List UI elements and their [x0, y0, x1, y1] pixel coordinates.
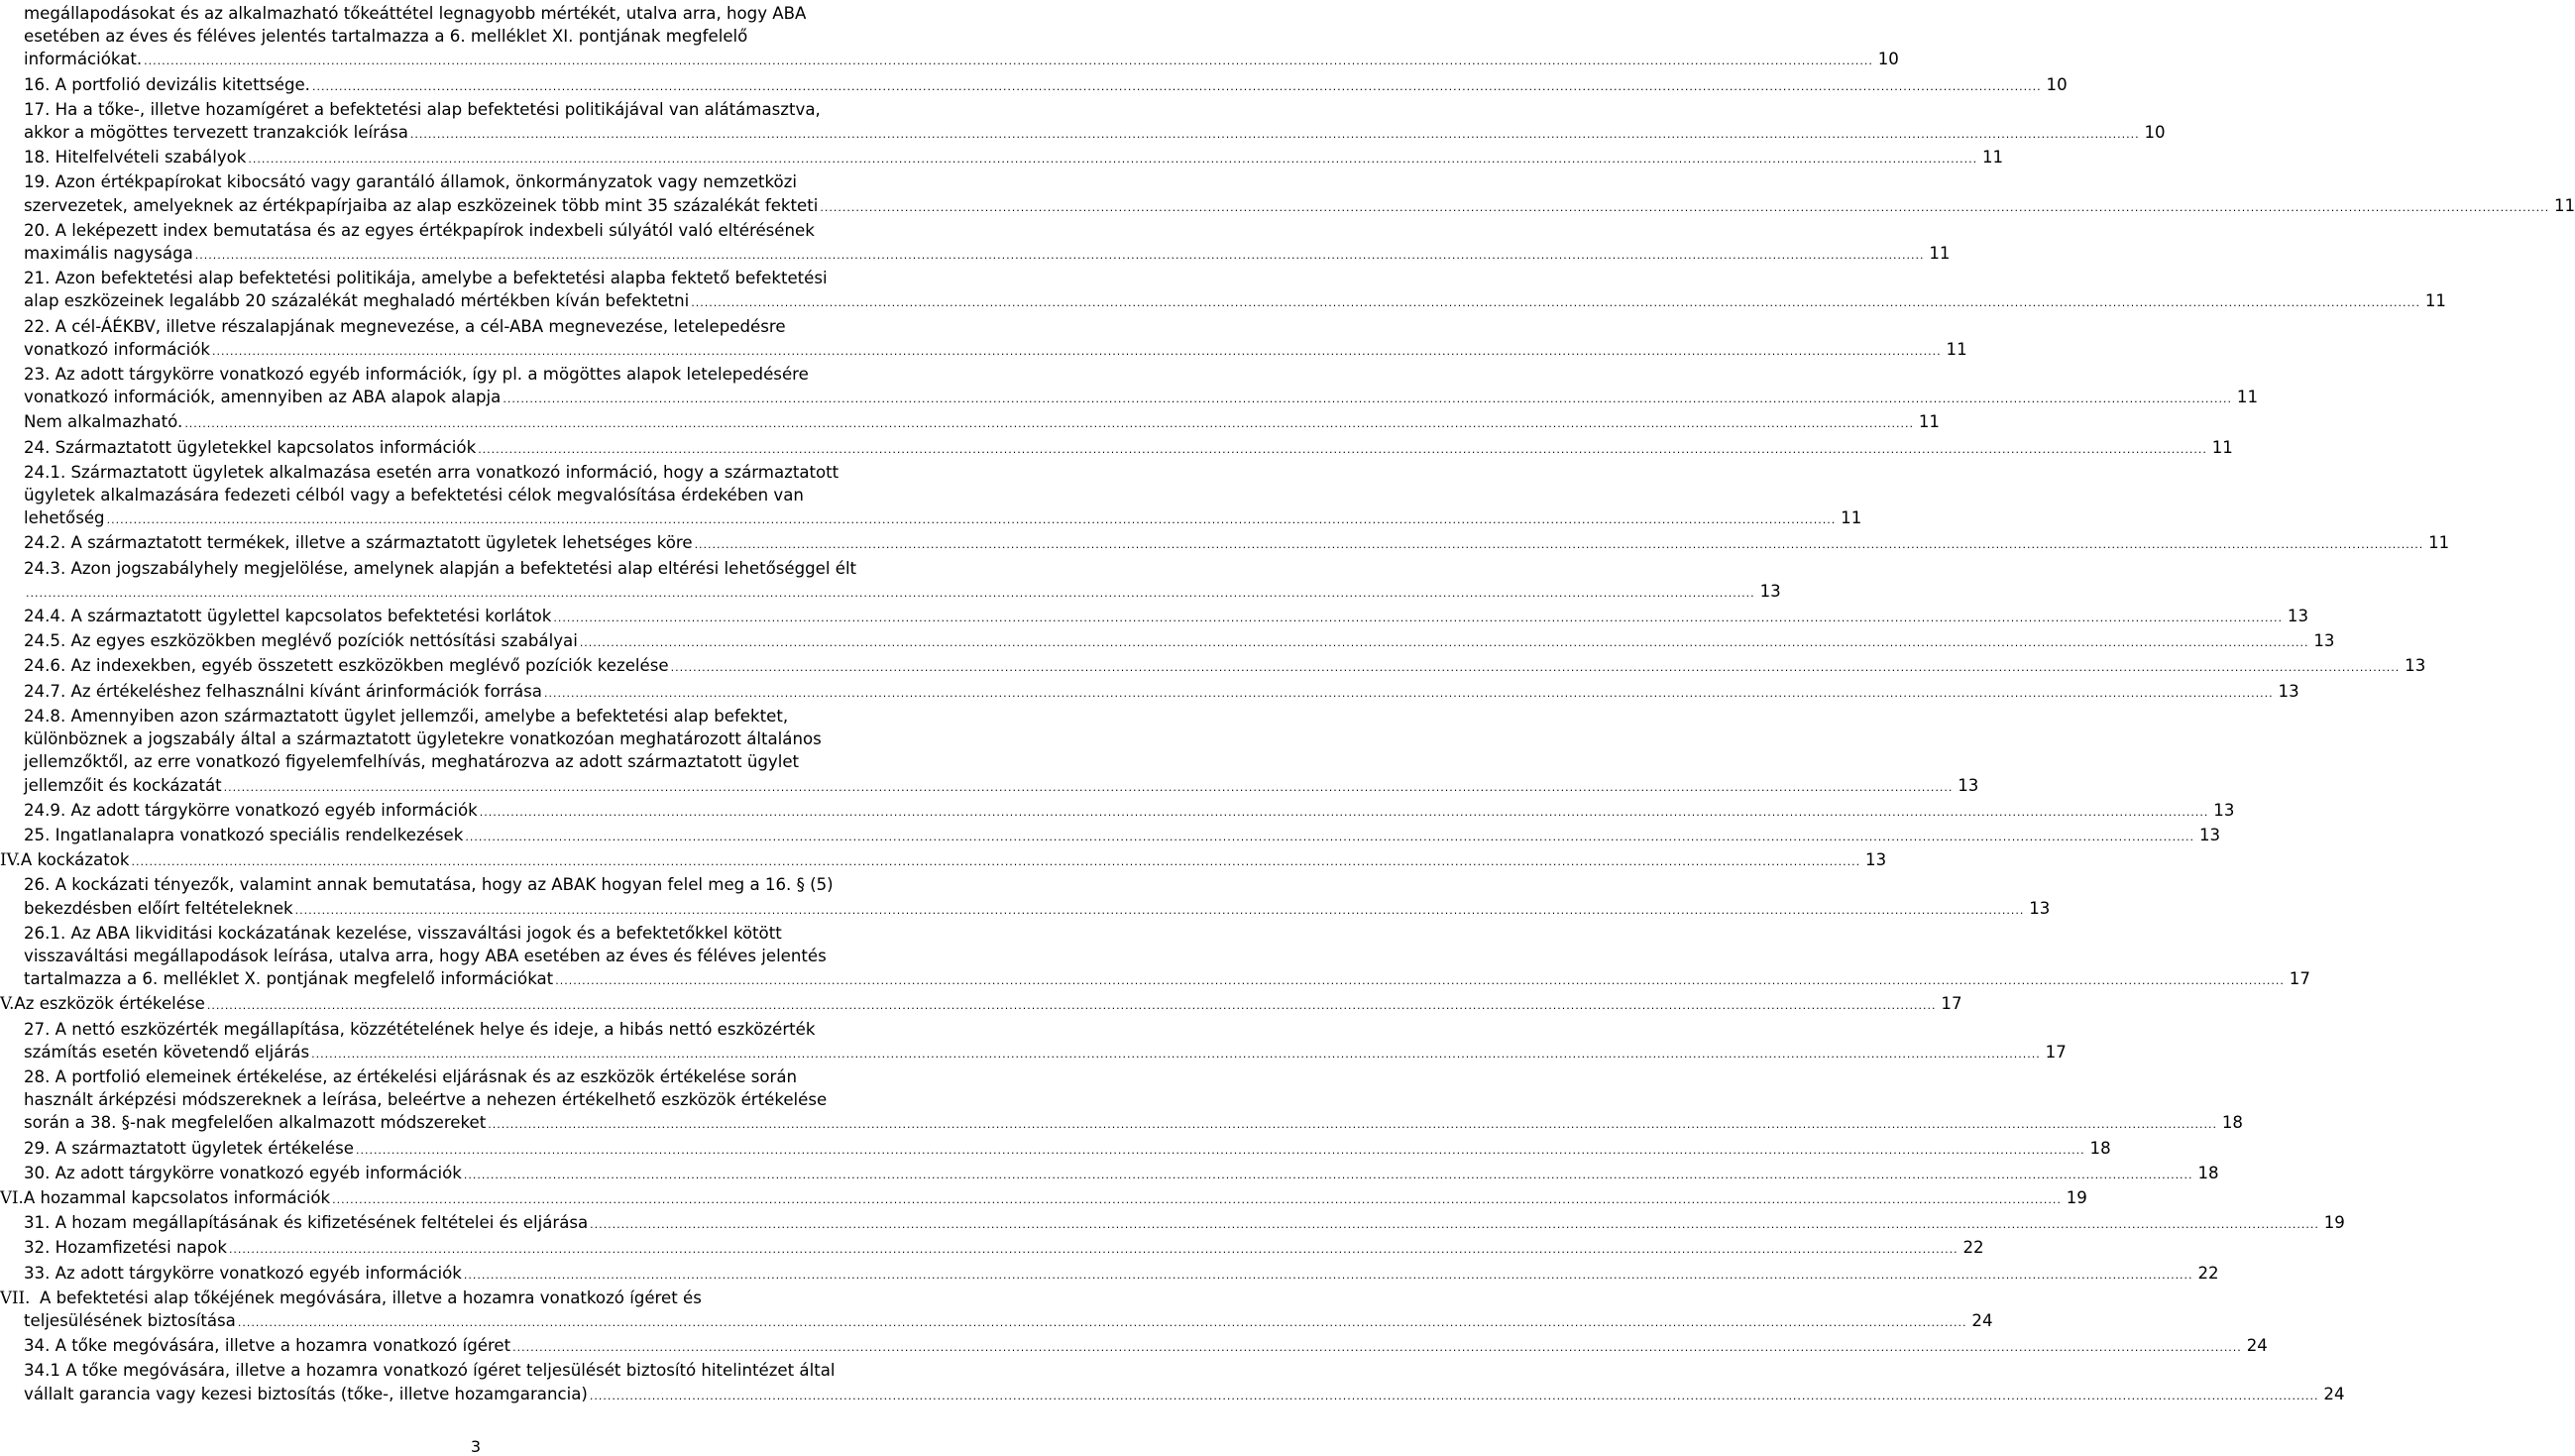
- toc-entry[interactable]: [24, 436, 2233, 461]
- toc-entry-last-line: [24, 531, 2450, 556]
- toc-entry-text: lehetőség: [24, 508, 105, 528]
- toc-entry-last-line: [24, 1041, 2067, 1065]
- page-number: 3: [470, 1437, 482, 1456]
- toc-entry[interactable]: [24, 1065, 2243, 1137]
- toc-entry-last-line: [24, 774, 1979, 799]
- toc-entry-text: 26.1. Az ABA likviditási kockázatának kezelése, visszaváltási jogok és a befektetőkkel kötött: [24, 923, 782, 943]
- toc-entry[interactable]: [24, 557, 1781, 605]
- dot-leader: [229, 1238, 1959, 1261]
- toc-page-number: 24: [2246, 1336, 2268, 1356]
- toc-entry-text: 24.4. A származtatott ügylettel kapcsolatos befektetési korlátok: [24, 607, 552, 626]
- toc-entry[interactable]: [24, 799, 2235, 824]
- toc-entry-text: 17. Ha a tőke-, illetve hozamígéret a befektetési alap befektetési politikájával van alátámasztva,: [24, 99, 821, 119]
- toc-entry-text: 33. Az adott tárgykörre vonatkozó egyéb információk: [24, 1263, 462, 1283]
- toc-entry-last-line: [24, 1236, 1984, 1261]
- dot-leader: [555, 969, 2285, 992]
- dot-leader: [553, 607, 2283, 629]
- toc-page-number: 19: [2323, 1213, 2345, 1233]
- toc-entry[interactable]: [24, 654, 2426, 679]
- toc-page-number: 13: [1865, 850, 1887, 870]
- toc-entry-last-line: [24, 967, 2310, 992]
- chapter-roman-numeral: IV.: [0, 850, 21, 870]
- dot-leader: [480, 801, 2209, 824]
- toc-entry[interactable]: [24, 1236, 1984, 1261]
- toc-entry-text: 24.1. Származtatott ügyletek alkalmazása esetén arra vonatkozó információ, hogy a származtatott: [24, 462, 840, 482]
- toc-entry-text: esetében az éves és féléves jelentés tartalmazza a 6. melléklet XI. pontjának megfelelő: [24, 27, 748, 47]
- dot-leader: [224, 776, 1954, 799]
- toc-entry-line: [24, 1065, 952, 1088]
- toc-entry-last-line: [24, 1309, 1993, 1334]
- toc-entry[interactable]: [24, 824, 2221, 848]
- toc-entry-last-line: [24, 194, 2575, 219]
- toc-entry-text: 23. Az adott tárgykörre vonatkozó egyéb információk, így pl. a mögöttes alapok letelepedésére: [24, 365, 809, 385]
- toc-page-number: 13: [2278, 681, 2299, 701]
- dot-leader: [512, 1336, 2242, 1359]
- dot-leader: [207, 994, 1937, 1017]
- dot-leader: [590, 1213, 2319, 1236]
- toc-page-number: 13: [2287, 607, 2309, 626]
- toc-entry-text: jellemzőit és kockázatát: [24, 775, 222, 795]
- toc-entry-text: vállalt garancia vagy kezesi biztosítás (tőke-, illetve hozamgarancia): [24, 1384, 588, 1403]
- toc-entry-last-line: [24, 506, 1862, 531]
- toc-entry-text: Nem alkalmazható.: [24, 412, 183, 432]
- toc-chapter-entry[interactable]: [0, 1186, 2087, 1211]
- toc-entry[interactable]: [24, 605, 2309, 629]
- toc-entry-last-line: [24, 629, 2335, 654]
- dot-leader: [248, 148, 1977, 170]
- toc-entry-last-line: [24, 1334, 2268, 1359]
- toc-entry-line: [24, 484, 952, 506]
- toc-page-number: 17: [2045, 1042, 2067, 1062]
- toc-entry-text: maximális nagysága: [24, 244, 193, 264]
- dot-leader: [311, 1043, 2041, 1065]
- toc-entry-line: [24, 1088, 952, 1111]
- toc-entry-last-line: [0, 1186, 2087, 1211]
- toc-entry-text: 25. Ingatlanalapra vonatkozó speciális rendelkezések: [24, 825, 464, 844]
- toc-entry-text: 34. A tőke megóvására, illetve a hozamra vonatkozó ígéret: [24, 1336, 511, 1356]
- toc-entry-text: számítás esetén követendő eljárás: [24, 1042, 310, 1062]
- toc-entry-text: információkat.: [24, 50, 143, 69]
- toc-entry-text: 24.2. A származtatott termékek, illetve a származtatott ügyletek lehetséges köre: [24, 533, 693, 553]
- toc-page-number: 13: [1958, 775, 1979, 795]
- dot-leader: [238, 1311, 1967, 1334]
- toc-page-number: 18: [2089, 1138, 2111, 1158]
- dot-leader: [410, 123, 2140, 146]
- toc-entry-line: [24, 2, 952, 25]
- toc-page-number: 10: [2046, 74, 2068, 94]
- dot-leader: [465, 826, 2194, 848]
- toc-page-number: 11: [1981, 148, 2004, 168]
- toc-entry-text: 29. A származtatott ügyletek értékelése: [24, 1138, 354, 1158]
- toc-entry-text: 30. Az adott tárgykörre vonatkozó egyéb információk: [24, 1163, 462, 1182]
- toc-entry-last-line: [24, 73, 2068, 98]
- dot-leader: [195, 244, 1925, 267]
- toc-page-number: 18: [2221, 1113, 2243, 1133]
- chapter-roman-numeral: VI.: [0, 1187, 24, 1207]
- toc-entry-line: [24, 705, 952, 728]
- dot-leader: [478, 438, 2207, 461]
- table-of-contents: [0, 2, 2575, 1407]
- toc-entry-last-line: [24, 1211, 2345, 1236]
- toc-entry-last-line: [24, 580, 1781, 605]
- toc-entry[interactable]: [24, 1018, 2067, 1065]
- toc-entry-last-line: [24, 1262, 2219, 1287]
- toc-entry[interactable]: [24, 410, 1940, 435]
- toc-entry-last-line: [24, 410, 1940, 435]
- toc-entry[interactable]: [24, 170, 2575, 218]
- dot-leader: [212, 340, 1942, 363]
- toc-page-number: 11: [2428, 533, 2450, 553]
- toc-entry[interactable]: [24, 873, 2051, 921]
- dot-leader: [544, 682, 2274, 705]
- toc-entry-text: 24.8. Amennyiben azon származtatott ügylet jellemzői, amelybe a befektetési alap befektet,: [24, 706, 789, 726]
- toc-entry-last-line: [0, 848, 1887, 873]
- toc-entry-text: 24.9. Az adott tárgykörre vonatkozó egyéb információk: [24, 800, 478, 820]
- toc-chapter-entry[interactable]: [0, 848, 1887, 873]
- toc-entry-last-line: [24, 824, 2221, 848]
- toc-page-number: 13: [2405, 656, 2426, 676]
- chapter-roman-numeral: VII.: [0, 1288, 31, 1307]
- toc-entry-text: különböznek a jogszabály által a származtatott ügyletekre vonatkozóan meghatározott általános: [24, 729, 822, 749]
- toc-entry-last-line: [24, 289, 2446, 314]
- toc-entry-text: 21. Azon befektetési alap befektetési politikája, amelybe a befektetési alapba fektető befektetési: [24, 269, 828, 288]
- toc-entry[interactable]: [24, 146, 2004, 170]
- toc-entry-text: jellemzőktől, az erre vonatkozó figyelemfelhívás, meghatározva az adott származtatott ügylet: [24, 752, 800, 772]
- toc-entry-line: [24, 25, 952, 48]
- toc-entry[interactable]: [24, 73, 2068, 98]
- toc-entry-line: [24, 1018, 952, 1041]
- toc-page-number: 11: [2424, 291, 2446, 311]
- toc-entry-text: Az eszközök értékelése: [14, 994, 205, 1014]
- toc-entry-last-line: [24, 799, 2235, 824]
- toc-entry-text: 24.7. Az értékeléshez felhasználni kívánt árinformációk forrása: [24, 681, 542, 701]
- toc-entry-line: [24, 315, 952, 338]
- toc-page-number: 11: [1918, 412, 1940, 432]
- toc-entry[interactable]: [24, 2, 1899, 73]
- toc-entry[interactable]: [24, 315, 1967, 363]
- toc-entry[interactable]: [24, 922, 2310, 993]
- toc-page-number: 11: [1946, 339, 1967, 359]
- toc-chapter-entry[interactable]: [0, 992, 1962, 1017]
- toc-page-number: 10: [1877, 50, 1899, 69]
- toc-entry-line: [24, 1359, 952, 1382]
- toc-entry-text: tartalmazza a 6. melléklet X. pontjának megfelelő információkat: [24, 969, 554, 989]
- toc-entry[interactable]: [24, 1359, 2345, 1406]
- dot-leader: [144, 50, 1873, 72]
- toc-entry-text: 28. A portfolió elemeinek értékelése, az értékelési eljárásnak és az eszközök értékelése során: [24, 1066, 798, 1086]
- toc-entry-line: [24, 945, 952, 967]
- toc-entry[interactable]: [24, 680, 2299, 705]
- toc-entry-last-line: [24, 1162, 2219, 1186]
- toc-entry-last-line: [24, 48, 1899, 72]
- dot-leader: [464, 1164, 2193, 1186]
- toc-entry-last-line: [24, 1137, 2111, 1162]
- toc-page-number: 17: [2289, 969, 2310, 989]
- toc-page-number: 11: [2236, 388, 2259, 407]
- toc-entry-last-line: [0, 992, 1962, 1017]
- toc-entry-last-line: [24, 605, 2309, 629]
- toc-entry-text: 31. A hozam megállapításának és kifizetésének feltételei és eljárása: [24, 1213, 589, 1233]
- toc-entry-last-line: [24, 680, 2299, 705]
- toc-page-number: 19: [2066, 1187, 2087, 1207]
- dot-leader: [184, 412, 1914, 435]
- toc-entry-text: A befektetési alap tőkéjének megóvására, illetve a hozamra vonatkozó ígéret és: [40, 1288, 702, 1307]
- toc-entry[interactable]: [24, 1137, 2111, 1162]
- dot-leader: [26, 582, 1755, 605]
- toc-page-number: 22: [1962, 1238, 1984, 1258]
- toc-entry-last-line: [24, 146, 2004, 170]
- toc-entry-last-line: [24, 121, 2166, 146]
- toc-entry-text: alap eszközeinek legalább 20 százalékát meghaladó mértékben kíván befektetni: [24, 291, 690, 311]
- toc-entry[interactable]: [24, 98, 2166, 146]
- toc-entry[interactable]: [24, 363, 2259, 410]
- toc-page-number: 10: [2144, 123, 2166, 143]
- toc-entry-text: bekezdésben előírt feltételeknek: [24, 898, 293, 918]
- toc-entry-text: 26. A kockázati tényezők, valamint annak bemutatása, hogy az ABAK hogyan felel meg a 16. § (5): [24, 875, 834, 895]
- toc-entry-text: A hozammal kapcsolatos információk: [23, 1187, 331, 1207]
- toc-page-number: 22: [2197, 1263, 2219, 1283]
- toc-page-number: 13: [2198, 825, 2221, 844]
- toc-entry-text: 27. A nettó eszközérték megállapítása, közzétételének helye és ideje, a hibás nettó eszközérték: [24, 1019, 816, 1039]
- toc-entry-text: A kockázatok: [20, 850, 130, 870]
- toc-page-number: 17: [1941, 994, 1962, 1014]
- toc-entry-last-line: [24, 1111, 2243, 1136]
- toc-entry[interactable]: [24, 219, 1951, 267]
- dot-leader: [356, 1139, 2085, 1162]
- toc-entry[interactable]: [24, 1211, 2345, 1236]
- toc-entry-text: megállapodásokat és az alkalmazható tőkeáttétel legnagyobb mértékét, utalva arra, hogy ABA: [24, 4, 807, 23]
- toc-entry-last-line: [24, 1383, 2345, 1407]
- toc-page-number: 11: [1929, 244, 1951, 264]
- toc-entry-line: [24, 750, 952, 773]
- toc-entry-last-line: [24, 654, 2426, 679]
- chapter-roman-numeral: V.: [0, 994, 15, 1014]
- toc-entry-text: 19. Azon értékpapírokat kibocsátó vagy garantáló államok, önkormányzatok vagy nemzetközi: [24, 172, 797, 192]
- toc-chapter-entry[interactable]: [0, 1287, 1993, 1334]
- toc-page-number: 13: [2313, 631, 2335, 651]
- toc-entry-text: 22. A cél-ÁÉKBV, illetve részalapjának megnevezése, a cél-ABA megnevezése, letelepedésre: [24, 316, 786, 336]
- toc-entry-line: [24, 728, 952, 750]
- toc-page-number: 11: [2211, 437, 2233, 457]
- toc-entry-line: [24, 98, 952, 121]
- toc-entry-text: visszaváltási megállapodások leírása, utalva arra, hogy ABA esetében az éves és féléves jelentés: [24, 946, 827, 965]
- dot-leader: [464, 1264, 2193, 1287]
- dot-leader: [107, 508, 1837, 531]
- dot-leader: [695, 533, 2424, 556]
- toc-entry-text: vonatkozó információk, amennyiben az ABA alapok alapja: [24, 388, 502, 407]
- dot-leader: [131, 850, 1860, 873]
- toc-entry-text: 24.6. Az indexekben, egyéb összetett eszközökben meglévő pozíciók kezelése: [24, 656, 669, 676]
- toc-entry[interactable]: [24, 629, 2335, 654]
- toc-entry[interactable]: [24, 1162, 2219, 1186]
- toc-entry[interactable]: [24, 531, 2450, 556]
- toc-entry-text: 16. A portfolió devizális kitettsége.: [24, 74, 310, 94]
- toc-entry-text: 24.5. Az egyes eszközökben meglévő pozíciók nettósítási szabályai: [24, 631, 578, 651]
- toc-page-number: 24: [1971, 1310, 1993, 1330]
- toc-page-number: 18: [2197, 1163, 2219, 1182]
- toc-page-number: 24: [2323, 1384, 2345, 1403]
- dot-leader: [503, 388, 2232, 410]
- toc-entry-last-line: [24, 897, 2051, 922]
- toc-entry-text: akkor a mögöttes tervezett tranzakciók leírása: [24, 123, 408, 143]
- toc-entry-text: 32. Hozamfizetési napok: [24, 1238, 227, 1258]
- toc-entry[interactable]: [24, 705, 1979, 799]
- toc-page-number: 13: [2029, 898, 2051, 918]
- toc-entry-line: [24, 267, 952, 289]
- dot-leader: [691, 291, 2420, 314]
- toc-entry-text: vonatkozó információk: [24, 339, 210, 359]
- toc-entry-last-line: [24, 386, 2259, 410]
- toc-entry[interactable]: [24, 1334, 2268, 1359]
- toc-entry-line: [24, 461, 952, 484]
- toc-entry-line: [24, 219, 952, 242]
- toc-entry[interactable]: [24, 461, 1862, 532]
- toc-page-number: 11: [2553, 195, 2575, 215]
- dot-leader: [332, 1188, 2062, 1211]
- toc-entry-text: 20. A leképezett index bemutatása és az egyes értékpapírok indexbeli súlyától való eltérésének: [24, 220, 815, 240]
- dot-leader: [820, 196, 2549, 219]
- dot-leader: [580, 631, 2309, 654]
- dot-leader: [295, 899, 2025, 922]
- toc-entry-text: 34.1 A tőke megóvására, illetve a hozamra vonatkozó ígéret teljesülését biztosító hitelintézet által: [24, 1361, 836, 1381]
- toc-entry-line: [24, 873, 952, 896]
- toc-page-number: 13: [1759, 581, 1781, 601]
- dot-leader: [671, 656, 2401, 679]
- toc-entry-line: [24, 922, 952, 945]
- toc-entry-text: 24. Származtatott ügyletekkel kapcsolatos információk: [24, 437, 477, 457]
- toc-entry[interactable]: [24, 1262, 2219, 1287]
- dot-leader: [312, 75, 2042, 98]
- toc-entry-text: során a 38. §-nak megfelelően alkalmazott módszereket: [24, 1113, 487, 1133]
- toc-entry-last-line: [24, 436, 2233, 461]
- toc-entry-text: 18. Hitelfelvételi szabályok: [24, 148, 247, 168]
- toc-entry-text: használt árképzési módszereknek a leírása, beleértve a nehezen értékelhető eszközök értékelése: [24, 1090, 828, 1110]
- toc-entry-text: ügyletek alkalmazására fedezeti célból vagy a befektetési célok megvalósítása érdekében van: [24, 486, 804, 505]
- dot-leader: [488, 1113, 2217, 1136]
- toc-entry-line: [0, 1287, 952, 1309]
- toc-page-number: 11: [1841, 508, 1862, 528]
- toc-entry-line: [24, 170, 952, 193]
- toc-entry-line: [24, 363, 952, 386]
- toc-entry-text: szervezetek, amelyeknek az értékpapírjaiba az alap eszközeinek több mint 35 százalékát fekteti: [24, 195, 819, 215]
- dot-leader: [590, 1385, 2319, 1407]
- toc-entry[interactable]: [24, 267, 2446, 314]
- toc-page-number: 13: [2213, 800, 2235, 820]
- toc-entry-text: 24.3. Azon jogszabályhely megjelölése, amelynek alapján a befektetési alap eltérési lehetőséggel élt: [24, 558, 857, 578]
- toc-entry-last-line: [24, 338, 1967, 363]
- toc-entry-text: teljesülésének biztosítása: [24, 1310, 236, 1330]
- toc-entry-last-line: [24, 242, 1951, 267]
- toc-entry-line: [24, 557, 952, 580]
